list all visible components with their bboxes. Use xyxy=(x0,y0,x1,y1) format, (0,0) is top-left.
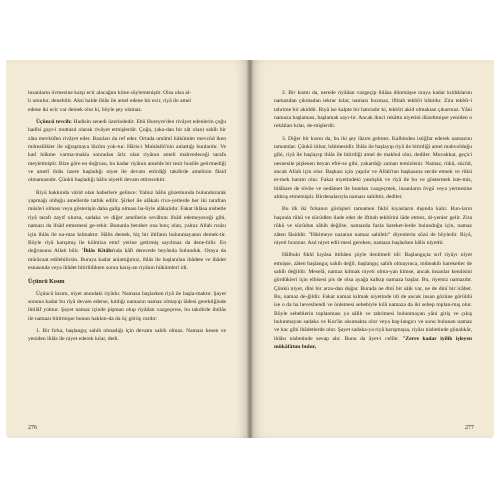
text-line: insanların övmesine karşı ecir alacağını kime söylemeniştir. Olsa olsa al- xyxy=(28,90,192,96)
book-reference: 'İhlâs Kitâbı xyxy=(81,248,113,255)
paragraph-text: Hâlbuki fıkhî kıyâsa ittibâen şöyle denilmeli idi: Başlangıçta sırf riyâyı niyet etmişse, zâten başlangıç sahih değil, başlangıç sahih olmayınca, müteakib hareketler de sahîh değildir. Meselâ, namaz kılmak niyeti olma-yan kimse, ancak insanlar kendisini gördükleri için elbisesi pis de olsa ayağa kalkıp namaza başlar. Bu, riyetsiz namazdır. Çünkü niyet, dîni bir arzu-dan doğar. Burada ne dinî bir sâik var, ne de dinî bir icâbet. Bu, namaz de-ğildir. Fakat namaz kılmak niyetinde idi de ancak insan gözüne görüldü ise o da ha hevesliendi ve önlemesi sebebiyle kılâ namaza da iki sebep toplan-mış olur. Böyle sebeblerin toplanması ya sâlih ve tahrimesi bulunmayan yâni giriş ve çıkış bulunmayan sadaka ve Kur'ân okumakta olur veya baş-langıcı ve sonu bulunan namaz ve hac gibi ibâdetlerde olur. Şayet sadaka-ya riyâ karışmışsa, riyâsı nisbetinde günahkâr, ihlâsı nisbetinde sevap alır. Bunu da âyet-i celîle: xyxy=(274,252,472,342)
text-line: edene iki ecir var demek olur ki, böyle şey olamaz. xyxy=(28,106,143,113)
right-page-text xyxy=(274,89,472,351)
paragraph: 2. Bir kısmı da, nerede riyâdan vazgeçip ihlâsa dönmüşse oraya kadar kıldıklarını namazdan çıkmadan tekrar kılar, namazı bozmaz, iftitah tekbîri bâtıldır. Zira tekbîr-i tahrime bir akiddir. Riyâ ise kalpte bir hatıradır ki, tekbîri akid olmaktan çıkarmaz. Yâni namaza başlaması, başlamak sayı-lır. Ancak iknci rekâtta niyetini düzeltmişse yeniden o rekâtları kılar, de-mişlerdir. xyxy=(274,90,472,130)
paragraph: Üçüncü kısım, niyet anındaki riyâdır. Namaza başlarken riyâ ile başla-maktır. Şayet sonuna kadar bu riyâ devam ederse, kıldığı namazın namaz olmayıp iâdesi gerektiğinde ihtilâf yoktur. Şayet namaz içinde pişman olup riyâdan vazgeçerse, bu takdirde ihtilâs ile namazı bitirmişse bunun hakkın-da da üç görüş vardır: xyxy=(28,290,226,322)
paragraph: 3. Diğer bir kısmı da, bu iki şey lâzım gelmez. Kalbinden istiğfar ederek namazını tamamlar. Çünkü itibar, hâtimesidir. İhlâs ile başlayıp riyâ ile bitirdiği amel mahvolduğu gibi, riyâ ile başlayıp ihlâs ile bitirdiği amel de makbul olur, dediler. Muvakkat, geçici nesnesile pişlenen beyan efré-se gibi, yakardığı zaman temizlenir. Namaz, rükû, sücûd, ancak Allah için olur. Başkası için yapılır ve Allah'tan başkasına secde etmek ve rükû et-mek haram olur. Fakat niyetindeki yanlışlık ve riyâ ile bu ve göstermek iste-mis, bilâhare de tövbe ve nedâmet ile bundan vazgeçmek, insanların övgü veya yermesine aldırış etmemiştir. Birdenalarıyla namazı sahihtir, dediler. xyxy=(274,135,473,201)
paragraph: Bu ilk iki fırkanın görüşleri tamamen fıkhî kıyasların dışında kalır. Bun-ların başında rükû ve sücûdlen ilade eder de iftitah tekbîrini iâde etmez, di-yenler gelir. Zira rükû ve sücûdun sâhih değilse, namazda fazla hareket-lerde bulunduğu için, namaz zâten fâsiddir. "Hâtimeye nazaran namaz sahihtir" diyenlerin sözü de böyledir. Riyâ, niyeti bozmur. Asıl niyet edil-mesi gereken, namaza başlarken hâlis niyettir. xyxy=(274,206,472,246)
subheading: Üçüncü tevcih: xyxy=(36,119,73,126)
paragraph: 1. Bir fırka, başlangıç sahih olmadığı için devamı sahih olmaz. Namazı kesen ve yeniden ihlâs ile niyet ederek kılar, dedi. xyxy=(28,327,226,343)
paragraph xyxy=(28,118,226,185)
paragraph xyxy=(28,189,226,272)
left-page-text xyxy=(28,89,226,344)
quote: "Zerre kadar iyilik işleyen mükâfâtını bulur, xyxy=(274,335,472,350)
paragraph xyxy=(274,251,472,351)
left-page xyxy=(6,60,250,438)
page-number: 276 xyxy=(28,425,37,431)
section-heading: Üçüncü Kısım xyxy=(28,279,65,286)
book-spine xyxy=(247,60,253,438)
paragraph-text: Hadisin senedi üzerindedir. Ebû Hureyre'den rivâyet edenlerin çoğu hadîsi gayr-i muttasıl olarak rivâyet etmişlerdir. Çoğu, (aka-dan bir zât olan) sahîh bir zâta mevkûfen rivâyet eder. Bazıları da ref eder. Ortada umûmî hükümler mevcûd iken müteallikler ile uğraşmaya lüzûm yok-tur. Hâris-i Muhâsibî'nin anlattığı bunlardır. Ve katî hükme varma-makla sonradan âriz olan riyânın ameli mahvedeceği tarafa meyletmiştir. Bize göre en doğrusu, bu kadar riyânın amelde bir tesir husûle getirmediği ve amelî ihlâs üzere başladığı niyet ile devam ettirdiği takdirde amelinin fâsid olmamasıdır. Çünkü başladığı hâlis niyetli devam ettirecektir. xyxy=(28,119,227,184)
right-page xyxy=(250,60,494,438)
paragraph-text: 'nda kâfi derecede beyânda bulunduk. Oraya da mürâcaat edilebilirsin. Buraya kadar anlattığımız, ihlâs ile başlanılan ibâdete ve ibâdet esnasında veya ibâdet bitirildikten sonra karış-an riyânın hükümleri idi. xyxy=(28,248,227,271)
paragraph-text: Riyâ hakkında vârid olan haberlere gelince: Yalnız hâlis gözetinında bulundurarak yapmağı olduğu amellerde tatbik edilir. Şirket ile alâkalı riva-yetlerde her iki taraftan müsâvî olması veya gösterişin daha galip olması ha-liyle alâkalıdır. Fakat ihlâsa nisbetle riyâ tarafı zayıf olursa, sadaka ve diğer amellerin sevâbını ifsâd edemeyeceği gibi, namazı da ifsâd etmemesi ge-rekir. Bununla beraber ona borç olan, yalnız Allah rızâsı için ihlâs ile na-maz kılmaktır. Hâlis demek, hiç bir iltifatın bulunmayanın demek-tir. Böyle riyâ karışmış ile külmiza emrî yerine getirmiş sayılmaz da dene-bilir. En doğrusunu Allah bilir. xyxy=(28,189,226,255)
page-number: 277 xyxy=(465,425,474,431)
text-line: lı umulur, denebilir. Aksi halde ihlâs ile amel edene bir ecir, riyâ ile amel xyxy=(28,98,191,105)
open-book xyxy=(6,60,494,438)
